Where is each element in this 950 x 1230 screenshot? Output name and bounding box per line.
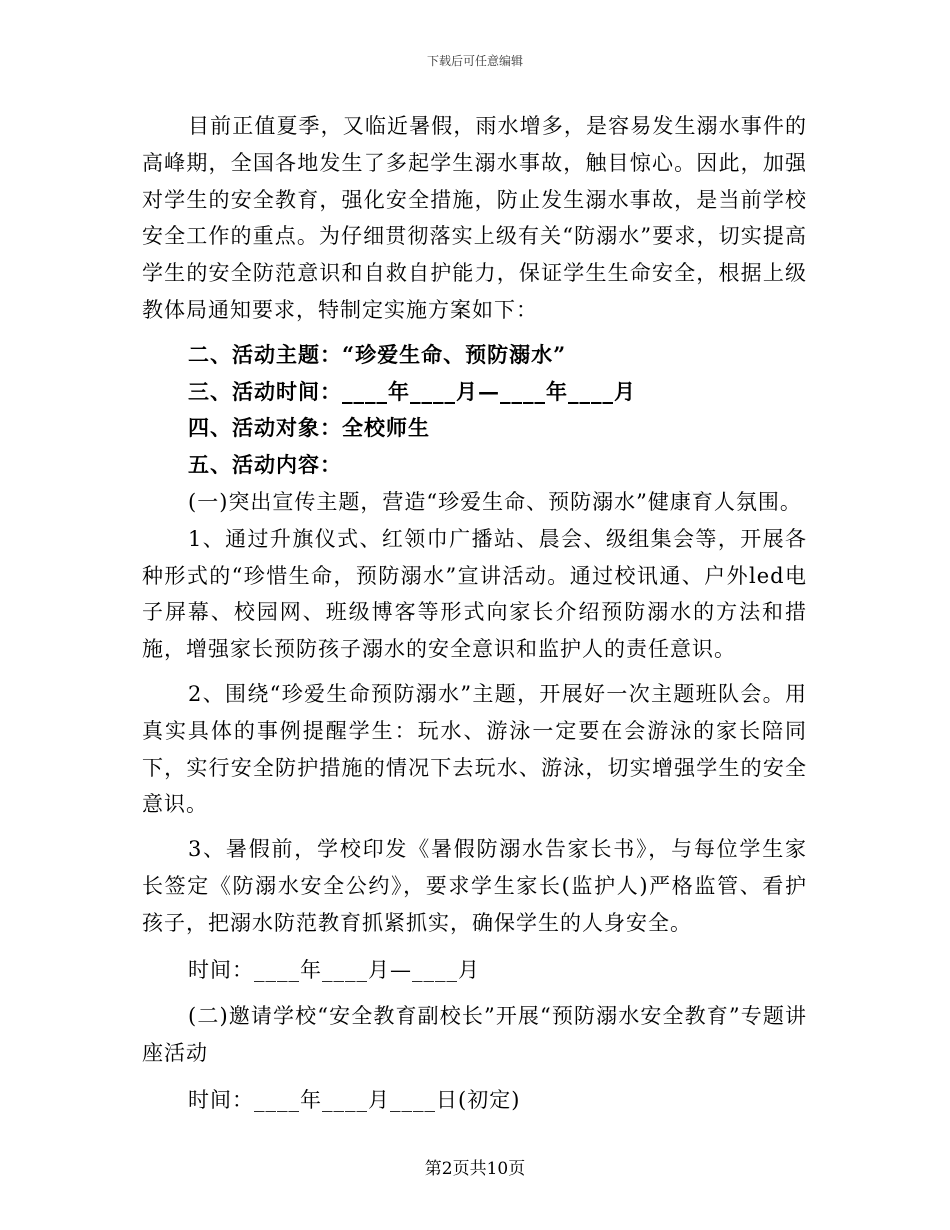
- activity-target: 四、活动对象：全校师生: [188, 415, 430, 441]
- section-1-title: (一)突出宣传主题，营造“珍爱生命、预防溺水”健康育人氛围。: [188, 489, 802, 514]
- time-line-1: 时间：____年____月—____月: [188, 957, 480, 982]
- page-header: 下载后可任意编辑: [426, 54, 523, 68]
- item-1: 1、通过升旗仪式、红领巾广播站、晨会、级组集会等，开展各种形式的“珍惜生命，预防溺水”宣讲活动。通过校讯通、户外led电子屏幕、校园网、班级博客等形式向家长介绍预防溺水的方法和措施，增强家长预防孩子溺水的安全意识和监护人的责任意识。: [142, 526, 807, 662]
- intro-paragraph: 目前正值夏季，又临近暑假，雨水增多，是容易发生溺水事件的高峰期，全国各地发生了多起学生溺水事故，触目惊心。因此，加强对学生的安全教育，强化安全措施，防止发生溺水事故，是当前学校安全工作的重点。为仔细贯彻落实上级有关“防溺水”要求，切实提高学生的安全防范意识和自救自护能力，保证学生生命安全，根据上级教体局通知要求，特制定实施方案如下：: [142, 114, 807, 322]
- item-3: 3、暑假前，学校印发《暑假防溺水告家长书》，与每位学生家长签定《防溺水安全公约》，要求学生家长(监护人)严格监管、看护孩子，把溺水防范教育抓紧抓实，确保学生的人身安全。: [142, 837, 807, 935]
- item-2: 2、围绕“珍爱生命预防溺水”主题，开展好一次主题班队会。用真实具体的事例提醒学生：玩水、游泳一定要在会游泳的家长陪同下，实行安全防护措施的情况下去玩水、游泳，切实增强学生的安全意识。: [142, 681, 807, 817]
- time-line-2: 时间：____年____月____日(初定): [188, 1087, 521, 1112]
- section-2-title: (二)邀请学校“安全教育副校长”开展“预防溺水安全教育”专题讲座活动: [142, 1004, 807, 1066]
- activity-theme: 二、活动主题：“珍爱生命、预防溺水”: [188, 341, 567, 367]
- activity-content-heading: 五、活动内容：: [188, 452, 342, 478]
- document-body: [142, 108, 807, 1119]
- activity-time: 三、活动时间：____年____月—____年____月: [188, 378, 636, 404]
- page-footer: 第2页共10页: [424, 1159, 526, 1179]
